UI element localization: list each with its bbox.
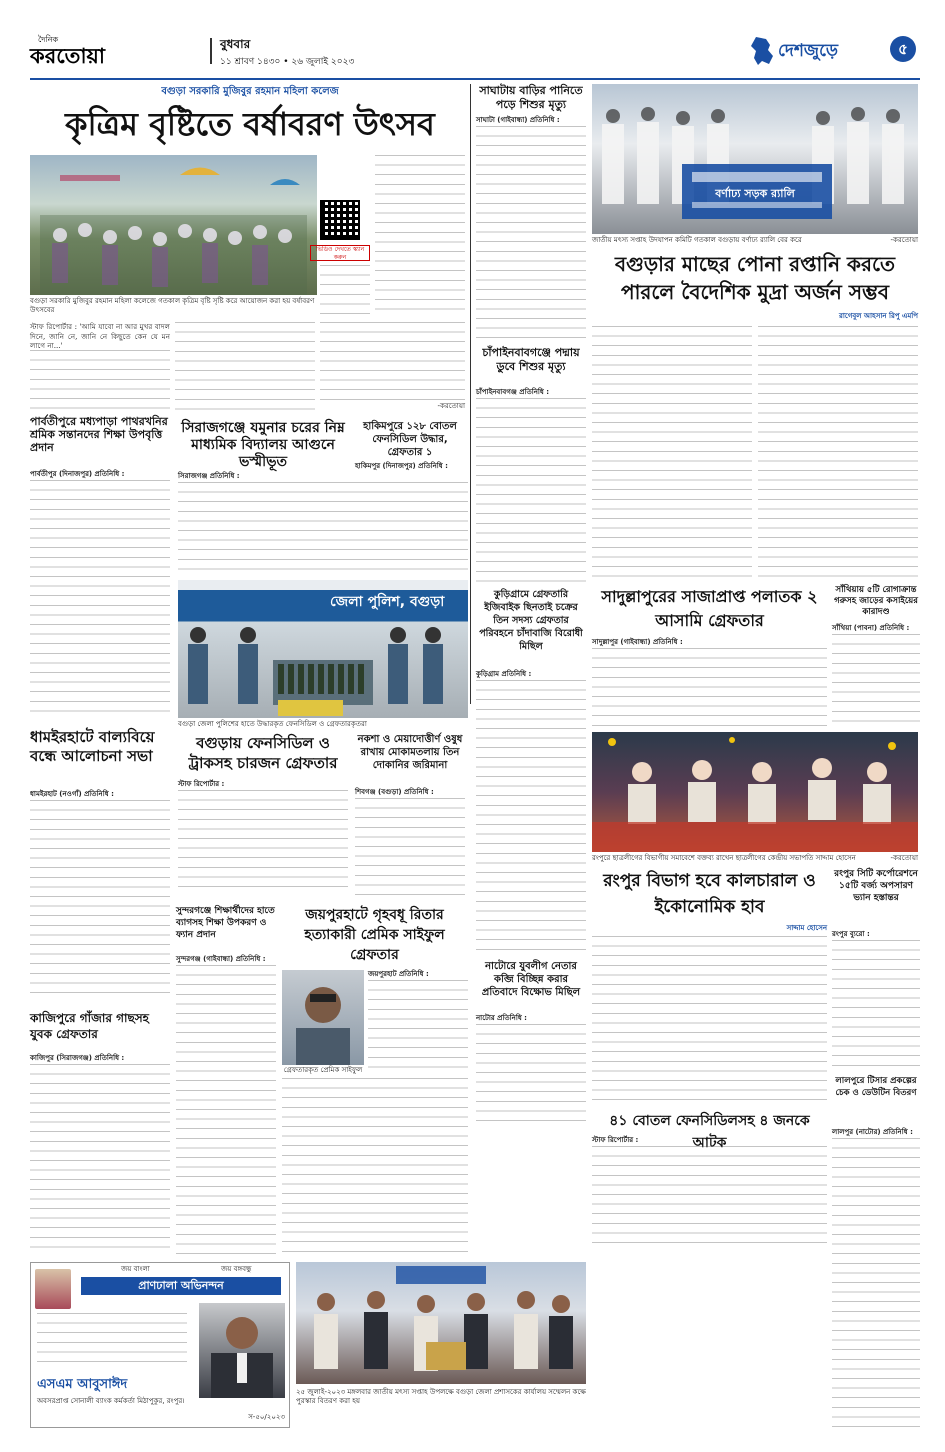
ad-header: প্রাণঢালা অভিনন্দন [81,1277,281,1295]
s14-photo [592,84,918,234]
lead-body-start: স্টাফ রিপোর্টার : 'আমি যাবো না আর মুখর বাদল দিনে, জানি নে, জানি নে কিছুতে কেন যে মন লাগে না...' [30,322,170,351]
s1-headline: সাঘাটায় বাড়ির পানিতে পড়ে শিশুর মৃত্যু [479,84,583,111]
s15-byline: সাদুল্লাপুর (গাইবান্ধা) প্রতিনিধি : [592,638,683,646]
s2-byline: চাঁপাইনবাবগঞ্জ প্রতিনিধি : [476,388,550,396]
lead-body-col3 [320,322,465,402]
lead-body-col1 [30,350,170,410]
ad-tag-right: জয় বঙ্গবন্ধু [221,1265,252,1273]
bottom-photo [296,1262,586,1384]
s7-headline: ধামইরহাটে বাল্যবিয়ে বন্ধে আলোচনা সভা [30,728,155,765]
s19-headline: ৪১ বোতল ফেনসিডিলসহ ৪ জনকে আটক [609,1113,810,1151]
ad-role: অবসরপ্রাপ্ত সোনালী ব্যাংক কর্মকর্তা মিঠাপুকুর, রংপুর। [37,1397,185,1405]
s9-body [176,965,276,1255]
masthead-logo: করতোয়া [30,44,105,68]
page-number: ৫ [898,40,908,58]
section-name: দেশজুড়ে [778,41,839,61]
s19-body [592,1146,827,1246]
s6-headline: বগুড়ায় ফেনসিডিল ও ট্রাকসহ চারজন গ্রেফতার [188,734,338,772]
s3-headline: পার্বতীপুরে মধ্যপাড়া পাথরখনির শ্রমিক সন্তানদের শিক্ষা উপবৃত্তি প্রদান [30,415,168,454]
s6-banner: জেলা পুলিশ, বগুড়া [330,594,445,610]
s17-byline: সাদ্দাম হোসেন [786,924,827,932]
s11-body-a [368,980,468,1075]
s9-byline: সুন্দরগঞ্জ (গাইবান্ধা) প্রতিনিধি : [176,955,266,963]
s13-headline: নাটোরে যুবলীগ নেতার কব্জি বিচ্ছিন্ন করার প্রতিবাদে বিক্ষোভ মিছিল [481,961,581,998]
ad-leader-photo [35,1269,71,1309]
s3-byline: পার্বতীপুর (দিনাজপুর) প্রতিনিধি : [30,470,125,478]
s12-byline: কুড়িগ্রাম প্রতিনিধি : [476,670,532,678]
ad-tag-left: জয় বাংলা [121,1265,150,1273]
s10-headline: নকশা ও মেয়াদোত্তীর্ণ ওষুধ রাখায় মোকামতলায় তিন দোকানির জরিমানা [357,734,463,771]
s19-byline: স্টাফ রিপোর্টার : [592,1136,639,1144]
lead-kicker: বগুড়া সরকারি মুজিবুর রহমান মহিলা কলেজ [161,86,339,97]
s14-headline: বগুড়ার মাছের পোনা রপ্তানি করতে পারলে বৈদেশিক মুদ্রা অর্জন সম্ভব [614,252,896,304]
s18-byline: রংপুর ব্যুরো : [832,930,870,938]
s2-body [476,398,586,583]
s9-headline: সুন্দরগঞ্জে শিক্ষার্থীদের হাতে ব্যাগসহ শিক্ষা উপকরণ ও ফ্যান প্রদান [176,906,275,940]
s13-byline: নাটোর প্রতিনিধি : [476,1014,527,1022]
masthead-divider [210,38,212,64]
ad-code: স-৫০/২০২৩ [248,1413,285,1421]
s3-body [30,480,170,720]
s4-byline: সিরাজগঞ্জ প্রতিনিধি : [178,472,240,480]
masthead-date: ১১ শ্রাবণ ১৪৩০ • ২৬ জুলাই ২০২৩ [220,57,355,67]
lead-photo-caption: বগুড়া সরকারি মুজিবুর রহমান মহিলা কলেজে গতকাল কৃত্রিম বৃষ্টি সৃষ্টি করে আয়োজন করা হয় বর্ষাবরণ উৎসবের [30,297,315,314]
s17-photo-caption: রংপুরে ছাত্রলীগের বিভাগীয় সমাবেশে বক্তব্য রাখেন ছাত্রলীগের কেন্দ্রীয় সভাপতি সাদ্দাম হোসেন [592,854,856,862]
lead-qr-caption: ভিডিও দেখতে স্ক্যান করুন [310,245,370,261]
s4-headline: সিরাজগঞ্জে যমুনার চরের নিম্ন মাধ্যমিক বিদ্যালয় আগুনে ভস্মীভূত [181,420,345,470]
s13-body [476,1024,586,1124]
ad-name: এসএম আবুসাঈদ [37,1377,128,1392]
s2-headline: চাঁপাইনবাবগঞ্জে পদ্মায় ডুবে শিশুর মৃত্যু [482,346,580,373]
s8-body [30,1064,170,1254]
s5-byline: হাকিমপুর (দিনাজপুর) প্রতিনিধি : [355,462,448,470]
s11-body-b [282,1078,468,1255]
s12-body [476,680,586,955]
masthead-logo-small: দৈনিক [38,35,59,44]
s17-body [592,936,827,1106]
s20-body [832,1138,920,1428]
s8-headline: কাজিপুরে গাঁজার গাছসহ যুবক গ্রেফতার [30,1011,149,1041]
s16-body [832,634,920,728]
s6-byline: স্টাফ রিপোর্টার : [178,780,225,788]
masthead-day: বুধবার [220,37,251,51]
ad-body-text [37,1313,187,1369]
s14-body-col2 [758,326,918,581]
s8-byline: কাজিপুর (সিরাজগঞ্জ) প্রতিনিধি : [30,1054,125,1062]
s12-headline: কুড়িগ্রামে গ্রেফতারি ইজিবাইক ছিনতাই চক্রের তিন সদস্য গ্রেফতার পরিবহনে চাঁদাবাজি বিরোধী মিছিল [479,589,583,652]
s20-headline: লালপুরে টিসার প্রকল্পের চেক ও ডেউটিন বিতরণ [835,1076,917,1098]
masthead [30,30,920,80]
s14-credit: -করতোয়া [890,236,918,244]
column-divider [470,84,471,704]
lead-headline: কৃত্রিম বৃষ্টিতে বর্ষাবরণ উৎসব [65,105,435,143]
lead-body-col2 [175,322,315,410]
s17-headline: রংপুর বিভাগ হবে কালচারাল ও ইকোনোমিক হাব [603,871,816,917]
s4-body [178,482,468,577]
lead-body-right [375,155,465,315]
s7-body [30,800,170,1000]
s1-byline: সাঘাটা (গাইবান্ধা) প্রতিনিধি : [476,116,560,124]
s20-byline: লালপুর (নাটোর) প্রতিনিধি : [832,1128,913,1136]
s11-headline: জয়পুরহাটে গৃহবধূ রিতার হত্যাকারী প্রেমিক সাইফুল গ্রেফতার [304,907,445,963]
s14-banner-text: বর্ণাঢ্য সড়ক র‍্যালি [715,187,795,200]
s11-photo [282,970,364,1065]
s15-headline: সাদুল্লাপুরের সাজাপ্রাপ্ত পলাতক ২ আসামি গ্রেফতার [601,587,818,630]
s14-photo-caption: জাতীয় মৎস্য সপ্তাহ উদযাপন কমিটি গতকাল বগুড়ায় বর্ণাঢ্য র‍্যালি বের করে [592,236,802,244]
lead-photo [30,155,317,295]
s14-body-col1 [592,326,752,581]
s14-byline: রাগেবুল আহসান রিপু এমপি [839,312,918,320]
s10-body [355,798,465,898]
lead-credit: -করতোয়া [437,402,465,410]
s7-byline: ধামইরহাট (নওগাঁ) প্রতিনিধি : [30,790,114,798]
lead-body-right-2 [320,265,370,315]
s18-body [832,940,920,1070]
s18-headline: রংপুর সিটি কর্পোরেশনে ১৫টি বর্জ্য অপসারণ ভ্যান হস্তান্তর [834,869,918,903]
s6-body [178,790,348,895]
s15-body [592,648,827,728]
page-number-badge [890,36,916,62]
s11-byline: জয়পুরহাট প্রতিনিধি : [368,970,429,978]
s10-byline: শিবগঞ্জ (বগুড়া) প্রতিনিধি : [355,788,434,796]
bangladesh-map-icon [750,36,774,66]
s5-headline: হাকিমপুরে ১২৮ বোতল ফেনসিডিল উদ্ধার, গ্রেফতার ১ [363,421,457,458]
greeting-ad [30,1262,290,1428]
lead-qr-code[interactable] [320,200,360,240]
ad-person-photo [199,1303,285,1398]
s11-photo-caption: গ্রেফতারকৃত প্রেমিক সাইফুল [283,1066,363,1074]
s16-headline: সাঁথিয়ায় ৫টি রোগাক্রান্ত গরুসহ জাড়ের কসাইয়ের কারাদণ্ড [834,585,918,617]
s17-photo [592,732,918,852]
s16-byline: সাঁথিয়া (পাবনা) প্রতিনিধি : [832,624,910,632]
bottom-photo-caption: ২৫ জুলাই-২০২৩ মঙ্গলবার জাতীয় মৎস্য সপ্তাহ উপলক্ষে বগুড়া জেলা প্রশাসকের কার্যালয় সম্মেলন কক্ষে পুরস্কার বিতরণ করা হয় [296,1388,586,1405]
s1-body [476,126,586,341]
s6-photo-caption: বগুড়া জেলা পুলিশের হাতে উদ্ধারকৃত ফেনসিডিল ও গ্রেফতারকৃতরা [178,720,367,728]
s17-credit: -করতোয়া [890,854,918,862]
